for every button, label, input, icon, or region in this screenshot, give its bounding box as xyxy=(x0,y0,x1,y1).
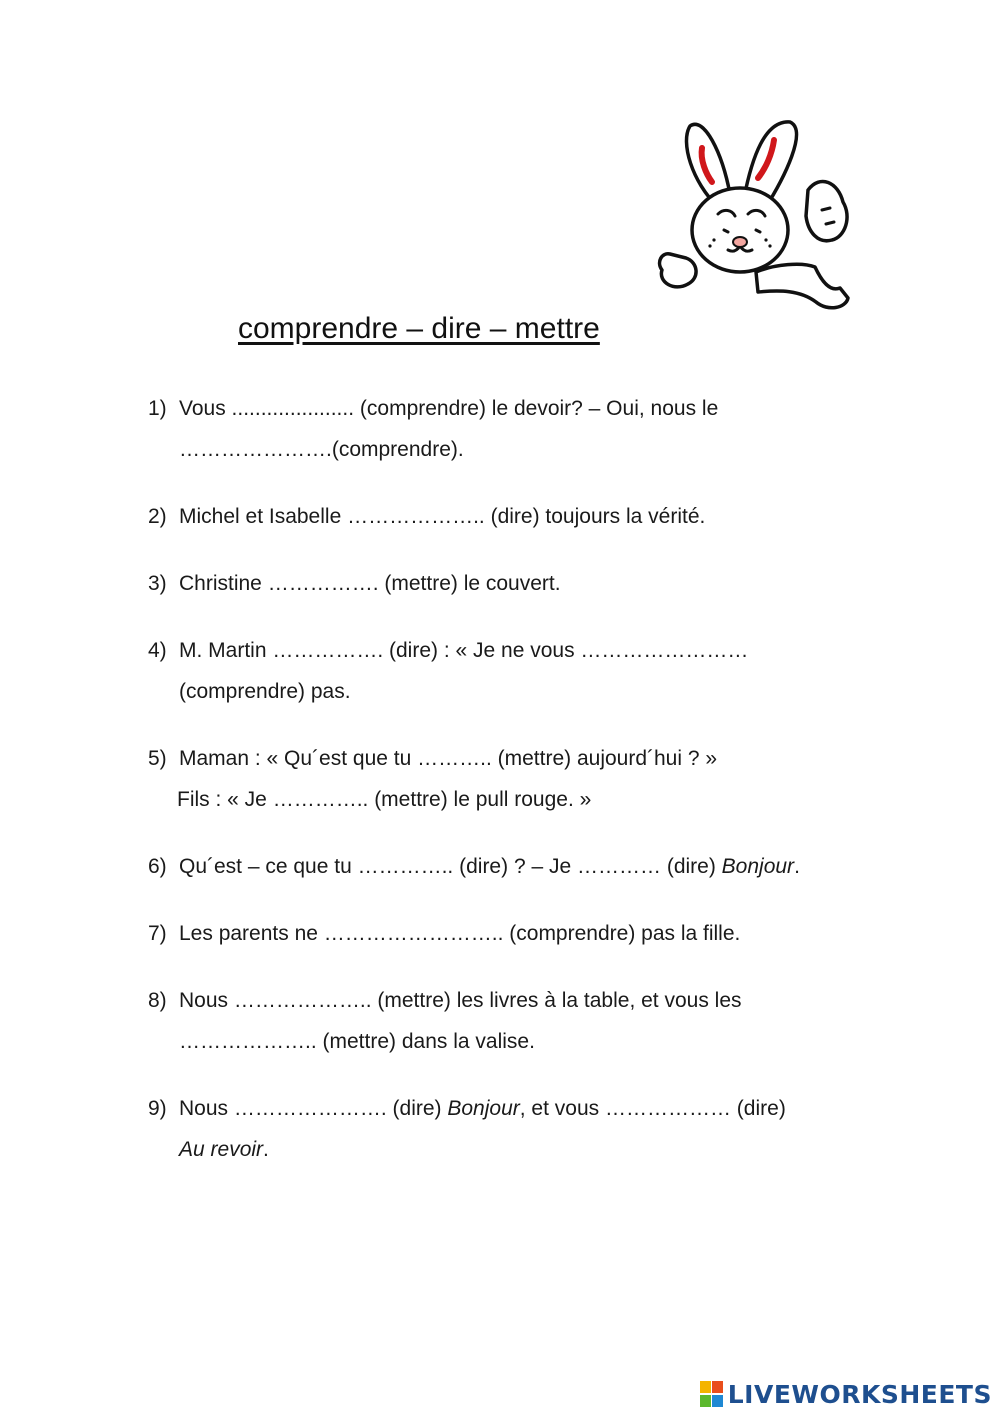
question-text xyxy=(179,846,948,887)
question-number: 5) xyxy=(148,747,167,770)
question-text xyxy=(179,1088,948,1129)
italic-word: Bonjour xyxy=(721,855,795,878)
question-text-continued: (comprendre) pas. xyxy=(179,680,351,703)
question-text-continued xyxy=(179,1129,948,1170)
question-5 xyxy=(148,738,948,820)
question-number: 4) xyxy=(148,639,167,662)
question-text-end: . xyxy=(794,855,800,878)
question-text: Maman : « Qu´est que tu ……….. (mettre) aujourd´hui ? » xyxy=(179,747,718,770)
question-number: 2) xyxy=(148,505,167,528)
question-number: 8) xyxy=(148,989,167,1012)
question-9 xyxy=(148,1088,948,1170)
question-number: 3) xyxy=(148,572,167,595)
question-text: Michel et Isabelle ……………….. (dire) toujours la vérité. xyxy=(179,505,706,528)
worksheet-title: comprendre – dire – mettre xyxy=(238,312,600,345)
question-text: Vous ..................... (comprendre) le devoir? – Oui, nous le xyxy=(179,397,719,420)
question-text-continued: ……………….. (mettre) dans la valise. xyxy=(179,1030,535,1053)
question-4 xyxy=(148,630,948,712)
question-2 xyxy=(148,496,948,537)
logo-icon xyxy=(699,1379,725,1409)
question-8 xyxy=(148,980,948,1062)
question-7 xyxy=(148,913,948,954)
question-number: 1) xyxy=(148,397,167,420)
liveworksheets-logo xyxy=(699,1376,992,1412)
italic-word: Bonjour xyxy=(447,1097,520,1120)
question-text-end: . xyxy=(263,1138,269,1161)
rabbit-illustration xyxy=(640,112,860,322)
question-text: M. Martin ……………. (dire) : « Je ne vous …………………… xyxy=(179,639,749,662)
question-list xyxy=(148,388,948,1196)
question-text-continued: ………………….(comprendre). xyxy=(179,438,464,461)
question-text-part: Qu´est – ce que tu ………….. (dire) ? – Je ………… (dire) xyxy=(179,855,716,878)
question-text: Nous ……………….. (mettre) les livres à la table, et vous les xyxy=(179,989,742,1012)
question-text-continued: Fils : « Je ………….. (mettre) le pull rouge. » xyxy=(177,788,592,811)
question-text-end: , et vous ……………… (dire) xyxy=(519,1097,786,1120)
question-text: Christine ……………. (mettre) le couvert. xyxy=(179,572,561,595)
question-6 xyxy=(148,846,948,887)
question-1 xyxy=(148,388,948,470)
question-number: 6) xyxy=(148,855,167,878)
italic-word: Au revoir xyxy=(179,1138,264,1161)
question-text: Les parents ne …………………….. (comprendre) pas la fille. xyxy=(179,922,741,945)
question-text-part: Nous …………………. (dire) xyxy=(179,1097,442,1120)
question-number: 9) xyxy=(148,1097,167,1120)
question-number: 7) xyxy=(148,922,167,945)
logo-text: LIVEWORKSHEETS xyxy=(727,1379,992,1409)
question-3 xyxy=(148,563,948,604)
